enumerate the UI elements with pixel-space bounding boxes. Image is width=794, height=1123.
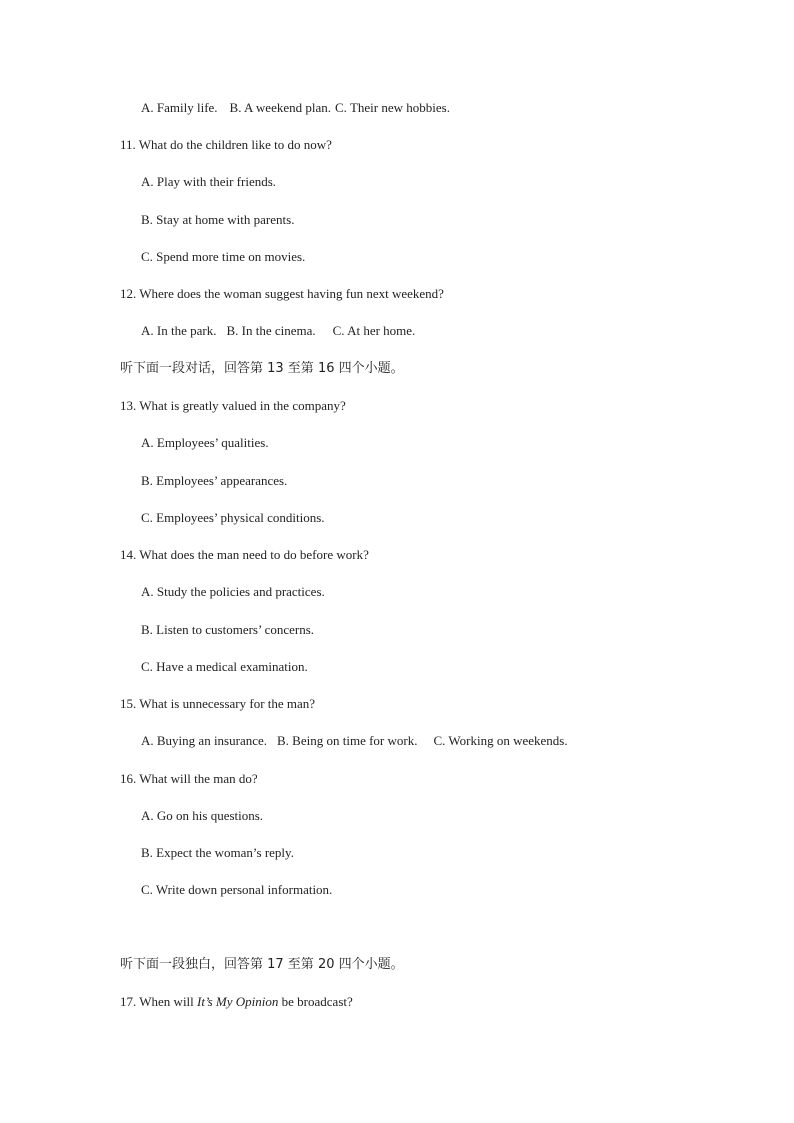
- q16-option-a: A. Go on his questions.: [141, 808, 264, 823]
- q17-prefix: 17. When will: [120, 994, 198, 1009]
- q13-option-b: B. Employees’ appearances.: [141, 473, 288, 488]
- q13-stem: 13. What is greatly valued in the company?: [120, 398, 346, 413]
- q15-stem: 15. What is unnecessary for the man?: [120, 696, 316, 711]
- q10-option-b: B. A weekend plan.: [229, 100, 332, 115]
- q12-stem: 12. Where does the woman suggest having fun next weekend?: [120, 286, 444, 301]
- q15-option-c: C. Working on weekends.: [433, 733, 568, 748]
- q10-options-row: [141, 100, 450, 116]
- q10-option-a: A. Family life.: [141, 100, 218, 115]
- q13-option-c: C. Employees’ physical conditions.: [141, 510, 325, 525]
- section-heading-17-20: 听下面一段独白，回答第 17 至第 20 四个小题。: [120, 957, 404, 972]
- section-heading-13-16: 听下面一段对话，回答第 13 至第 16 四个小题。: [120, 361, 404, 376]
- q12-option-c: C. At her home.: [332, 323, 416, 338]
- q12-option-b: B. In the cinema.: [226, 323, 316, 338]
- q14-stem: 14. What does the man need to do before work?: [120, 547, 369, 562]
- q17-stem: [120, 994, 353, 1010]
- q10-option-c: C. Their new hobbies.: [335, 100, 450, 115]
- q14-option-a: A. Study the policies and practices.: [141, 584, 325, 599]
- q11-option-c: C. Spend more time on movies.: [141, 249, 306, 264]
- q12-option-a: A. In the park.: [141, 323, 217, 338]
- q14-option-c: C. Have a medical examination.: [141, 659, 308, 674]
- q12-options-row: [141, 323, 415, 339]
- q13-option-a: A. Employees’ qualities.: [141, 435, 269, 450]
- q17-suffix: be broadcast?: [278, 994, 353, 1009]
- q15-option-b: B. Being on time for work.: [277, 733, 418, 748]
- q11-stem: 11. What do the children like to do now?: [120, 137, 332, 152]
- q14-option-b: B. Listen to customers’ concerns.: [141, 622, 315, 637]
- q17-program-title: It’s My Opinion: [197, 994, 279, 1009]
- q16-option-b: B. Expect the woman’s reply.: [141, 845, 294, 860]
- q11-option-a: A. Play with their friends.: [141, 174, 277, 189]
- q11-option-b: B. Stay at home with parents.: [141, 212, 295, 227]
- q16-stem: 16. What will the man do?: [120, 771, 258, 786]
- q15-options-row: [141, 733, 568, 749]
- q15-option-a: A. Buying an insurance.: [141, 733, 268, 748]
- q16-option-c: C. Write down personal information.: [141, 882, 333, 897]
